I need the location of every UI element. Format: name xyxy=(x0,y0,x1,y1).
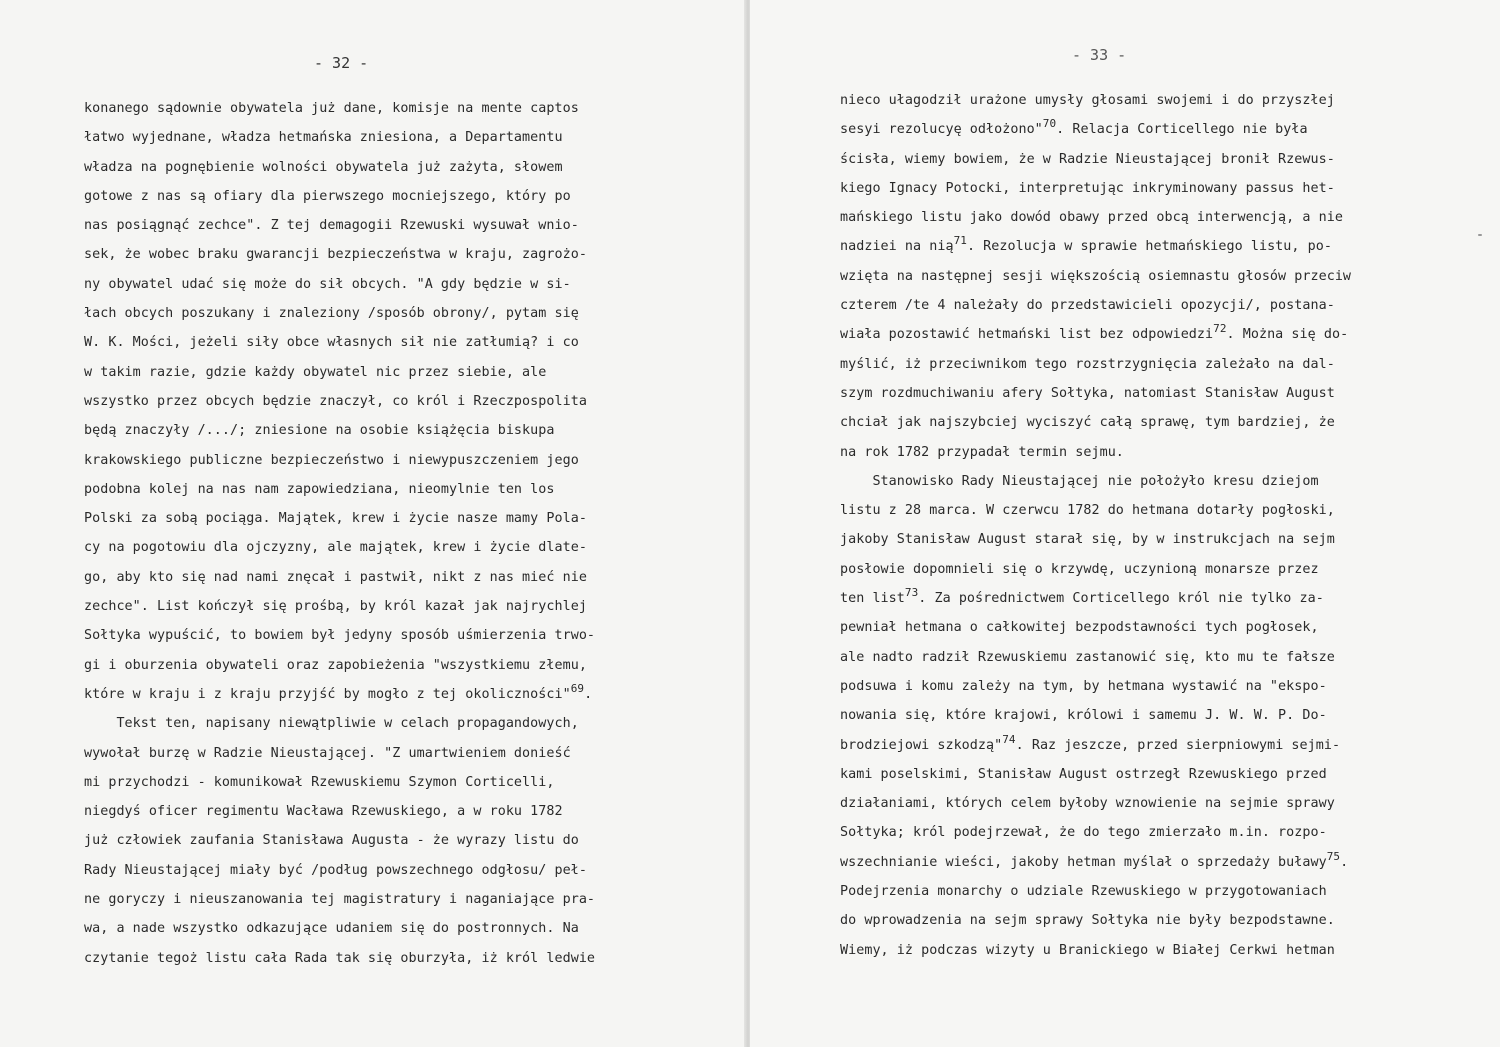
text-line xyxy=(840,848,1440,877)
text-line xyxy=(84,621,684,650)
footnote-reference: 71 xyxy=(953,234,967,248)
line-text: czytanie tegoż listu cała Rada tak się oburzyła, iż król ledwie xyxy=(84,950,596,966)
text-line xyxy=(84,944,684,973)
text-line xyxy=(84,533,684,562)
text-line xyxy=(84,299,684,328)
line-text: Sołtyka; król podejrzewał, że do tego zmierzało m.in. rozpo- xyxy=(840,825,1327,841)
line-text: Polski za sobą pociąga. Majątek, krew i życie nasze mamy Pola- xyxy=(84,511,587,527)
line-text: Rady Nieustającej miały być /podług powszechnego odgłosu/ peł- xyxy=(84,862,587,878)
left-page xyxy=(0,0,746,1047)
line-text: jakoby Stanisław August starał się, by w instrukcjach na sejm xyxy=(840,532,1335,548)
right-page-text xyxy=(840,86,1440,965)
text-line xyxy=(840,701,1440,730)
text-line xyxy=(84,768,684,797)
text-line xyxy=(84,826,684,855)
text-line xyxy=(84,240,684,269)
text-line xyxy=(84,592,684,621)
footnote-reference: 72 xyxy=(1213,322,1227,336)
line-text: listu z 28 marca. W czerwcu 1782 do hetmana dotarły pogłoski, xyxy=(840,503,1335,519)
text-line xyxy=(84,739,684,768)
text-line xyxy=(840,731,1440,760)
text-line xyxy=(840,760,1440,789)
footnote-reference: 70 xyxy=(1042,117,1057,131)
line-text: zechce". List kończył się prośbą, by król kazał jak najrychlej xyxy=(84,599,587,615)
line-text: ale nadto radził Rzewuskiemu zastanowić się, kto mu te fałsze xyxy=(840,649,1335,665)
line-text: sek, że wobec braku gwarancji bezpieczeństwa w kraju, zagrożo- xyxy=(84,247,587,263)
text-line xyxy=(840,115,1440,144)
line-text: sesyi rezolucyę odłożono" xyxy=(840,122,1043,138)
line-text: w takim razie, gdzie każdy obywatel nic przez siebie, ale xyxy=(84,364,547,380)
line-text: pewniał hetmana o całkowitej bezpodstawności tych pogłosek, xyxy=(840,620,1319,636)
text-line xyxy=(840,262,1440,291)
left-page-text xyxy=(84,94,684,973)
line-text: nadziei na nią xyxy=(840,239,954,255)
line-text: ten list xyxy=(840,591,905,607)
paper-speck xyxy=(1478,234,1482,236)
line-text: Sołtyka wypuścić, to bowiem był jedyny sposób uśmierzenia trwo- xyxy=(84,628,596,644)
line-text: wzięta na następnej sesji większością osiemnastu głosów przeciw xyxy=(840,268,1352,284)
line-text: chciał jak najszybciej wyciszyć całą sprawę, tym bardziej, że xyxy=(840,415,1335,431)
footnote-reference: 73 xyxy=(904,586,919,600)
text-line xyxy=(840,643,1440,672)
text-line xyxy=(840,320,1440,349)
text-line xyxy=(84,182,684,211)
line-text: kiego Ignacy Potocki, interpretując inkryminowany passus het- xyxy=(840,180,1335,196)
line-text: podobna kolej na nas nam zapowiedziana, nieomylnie ten los xyxy=(84,481,555,497)
text-line xyxy=(840,379,1440,408)
text-line xyxy=(840,145,1440,174)
line-text-continued: . Można się do- xyxy=(1226,327,1349,343)
line-text-continued: . Relacja Corticellego nie była xyxy=(1056,122,1308,138)
line-text: Podejrzenia monarchy o udziale Rzewuskiego w przygotowaniach xyxy=(840,884,1327,900)
line-text: cy na pogotowiu dla ojczyzny, ale majątek, krew i życie dlate- xyxy=(84,540,587,556)
text-line xyxy=(840,438,1440,467)
line-text: myślić, iż przeciwnikom tego rozstrzygnięcia zależało na dal- xyxy=(840,356,1335,372)
text-line xyxy=(84,856,684,885)
line-text: kami poselskimi, Stanisław August ostrzegł Rzewuskiego przed xyxy=(840,766,1327,782)
text-line xyxy=(840,525,1440,554)
line-text: ścisła, wiemy bowiem, że w Radzie Nieustającej bronił Rzewus- xyxy=(840,151,1335,167)
line-text: nas posiągnąć zechce". Z tej demagogii Rzewuski wysuwał wnio- xyxy=(84,218,579,234)
text-line xyxy=(840,174,1440,203)
line-text: wa, a nade wszystko odkazujące udaniem się do postronnych. Na xyxy=(84,921,579,937)
text-line xyxy=(84,387,684,416)
text-line xyxy=(84,709,684,738)
text-line xyxy=(84,270,684,299)
line-text-continued: . xyxy=(1340,854,1349,870)
footnote-reference: 69 xyxy=(570,681,585,695)
text-line xyxy=(84,680,684,709)
line-text: wiała pozostawić hetmański list bez odpowiedzi xyxy=(840,327,1214,343)
right-page-number: - 33 - xyxy=(1072,46,1127,64)
right-page xyxy=(750,0,1500,1047)
text-line xyxy=(84,797,684,826)
text-line xyxy=(84,885,684,914)
line-text: Stanowisko Rady Nieustającej nie położyło kresu dziejom xyxy=(840,473,1319,489)
text-line xyxy=(840,818,1440,847)
text-line xyxy=(840,906,1440,935)
line-text: władza na pognębienie wolności obywatela już zażyta, słowem xyxy=(84,159,563,175)
text-line xyxy=(84,94,684,123)
text-line xyxy=(840,584,1440,613)
text-line xyxy=(840,672,1440,701)
line-text: już człowiek zaufania Stanisława Augusta - że wyrazy listu do xyxy=(84,833,579,849)
text-line xyxy=(840,86,1440,115)
line-text-continued: . Rezolucja w sprawie hetmańskiego listu, po- xyxy=(966,239,1332,255)
text-line xyxy=(84,446,684,475)
text-line xyxy=(84,416,684,445)
text-line xyxy=(840,555,1440,584)
text-line xyxy=(84,563,684,592)
line-text: W. K. Mości, jeżeli siły obce własnych sił nie zatłumią? i co xyxy=(84,335,579,351)
line-text: które w kraju i z kraju przyjść by mogło z tej okoliczności" xyxy=(84,686,571,702)
line-text: Tekst ten, napisany niewątpliwie w celach propagandowych, xyxy=(84,716,579,732)
line-text: czterem /te 4 należały do przedstawicieli opozycji/, postana- xyxy=(840,298,1335,314)
text-line xyxy=(840,496,1440,525)
text-line xyxy=(84,153,684,182)
line-text: gi i oburzenia obywateli oraz zapobieżenia "wszystkiemu złemu, xyxy=(84,657,587,673)
text-line xyxy=(840,291,1440,320)
line-text: nowania się, które krajowi, królowi i samemu J. W. W. P. Do- xyxy=(840,708,1327,724)
text-line xyxy=(840,613,1440,642)
text-line xyxy=(84,358,684,387)
line-text: mi przychodzi - komunikował Rzewuskiemu Szymon Corticelli, xyxy=(84,774,555,790)
line-text: konanego sądownie obywatela już dane, komisje na mente captos xyxy=(84,101,579,116)
text-line xyxy=(840,936,1440,965)
text-line xyxy=(840,203,1440,232)
text-line xyxy=(840,467,1440,496)
line-text: wywołał burzę w Radzie Nieustającej. "Z umartwieniem donieść xyxy=(84,745,571,761)
text-line xyxy=(840,789,1440,818)
line-text: będą znaczyły /.../; zniesione na osobie książęcia biskupa xyxy=(84,423,555,439)
line-text: podsuwa i komu zależy na tym, by hetmana wystawić na "ekspo- xyxy=(840,678,1327,694)
line-text: mańskiego listu jako dowód obawy przed obcą interwencją, a nie xyxy=(840,210,1343,226)
line-text: łatwo wyjednane, władza hetmańska zniesiona, a Departamentu xyxy=(84,130,563,146)
line-text: do wprowadzenia na sejm sprawy Sołtyka nie były bezpodstawne. xyxy=(840,913,1335,929)
footnote-reference: 74 xyxy=(1002,732,1016,746)
line-text: wszechnianie wieści, jakoby hetman myślał o sprzedaży buławy xyxy=(840,854,1327,870)
line-text: brodziejowi szkodzą" xyxy=(840,737,1003,753)
line-text: posłowie dopomnieli się o krzywdę, uczynioną monarsze przez xyxy=(840,561,1319,577)
text-line xyxy=(840,232,1440,261)
line-text-continued: . Za pośrednictwem Corticellego król nie tylko za- xyxy=(918,591,1324,607)
line-text-continued: . xyxy=(584,686,593,702)
line-text: ne goryczy i nieuszanowania tej magistratury i naganiające pra- xyxy=(84,892,596,908)
line-text: wszystko przez obcych będzie znaczył, co król i Rzeczpospolita xyxy=(84,393,587,409)
footnote-reference: 75 xyxy=(1326,849,1341,863)
line-text: ny obywatel udać się może do sił obcych. "A gdy będzie w si- xyxy=(84,276,571,292)
text-line xyxy=(84,914,684,943)
text-line xyxy=(84,211,684,240)
line-text: krakowskiego publiczne bezpieczeństwo i niewypuszczeniem jego xyxy=(84,452,579,468)
text-line xyxy=(840,408,1440,437)
text-line xyxy=(840,877,1440,906)
text-line xyxy=(84,123,684,152)
text-line xyxy=(84,475,684,504)
text-line xyxy=(84,651,684,680)
line-text: Wiemy, iż podczas wizyty u Branickiego w Białej Cerkwi hetman xyxy=(840,942,1335,958)
line-text: go, aby kto się nad nami znęcał i pastwił, nikt z nas mieć nie xyxy=(84,569,587,585)
line-text: nieco ułagodził urażone umysły głosami swojemi i do przyszłej xyxy=(840,93,1335,108)
line-text-continued: . Raz jeszcze, przed sierpniowymi sejmi- xyxy=(1015,737,1341,753)
text-line xyxy=(84,504,684,533)
text-line xyxy=(84,328,684,357)
line-text: działaniami, których celem byłoby wznowienie na sejmie sprawy xyxy=(840,796,1335,812)
line-text: łach obcych poszukany i znaleziony /sposób obrony/, pytam się xyxy=(84,306,579,322)
line-text: szym rozdmuchiwaniu afery Sołtyka, natomiast Stanisław August xyxy=(840,385,1335,401)
line-text: niegdyś oficer regimentu Wacława Rzewuskiego, a w roku 1782 xyxy=(84,804,563,820)
line-text: na rok 1782 przypadał termin sejmu. xyxy=(840,444,1124,460)
line-text: gotowe z nas są ofiary dla pierwszego mocniejszego, który po xyxy=(84,188,571,204)
left-page-number: - 32 - xyxy=(314,54,369,72)
text-line xyxy=(840,350,1440,379)
